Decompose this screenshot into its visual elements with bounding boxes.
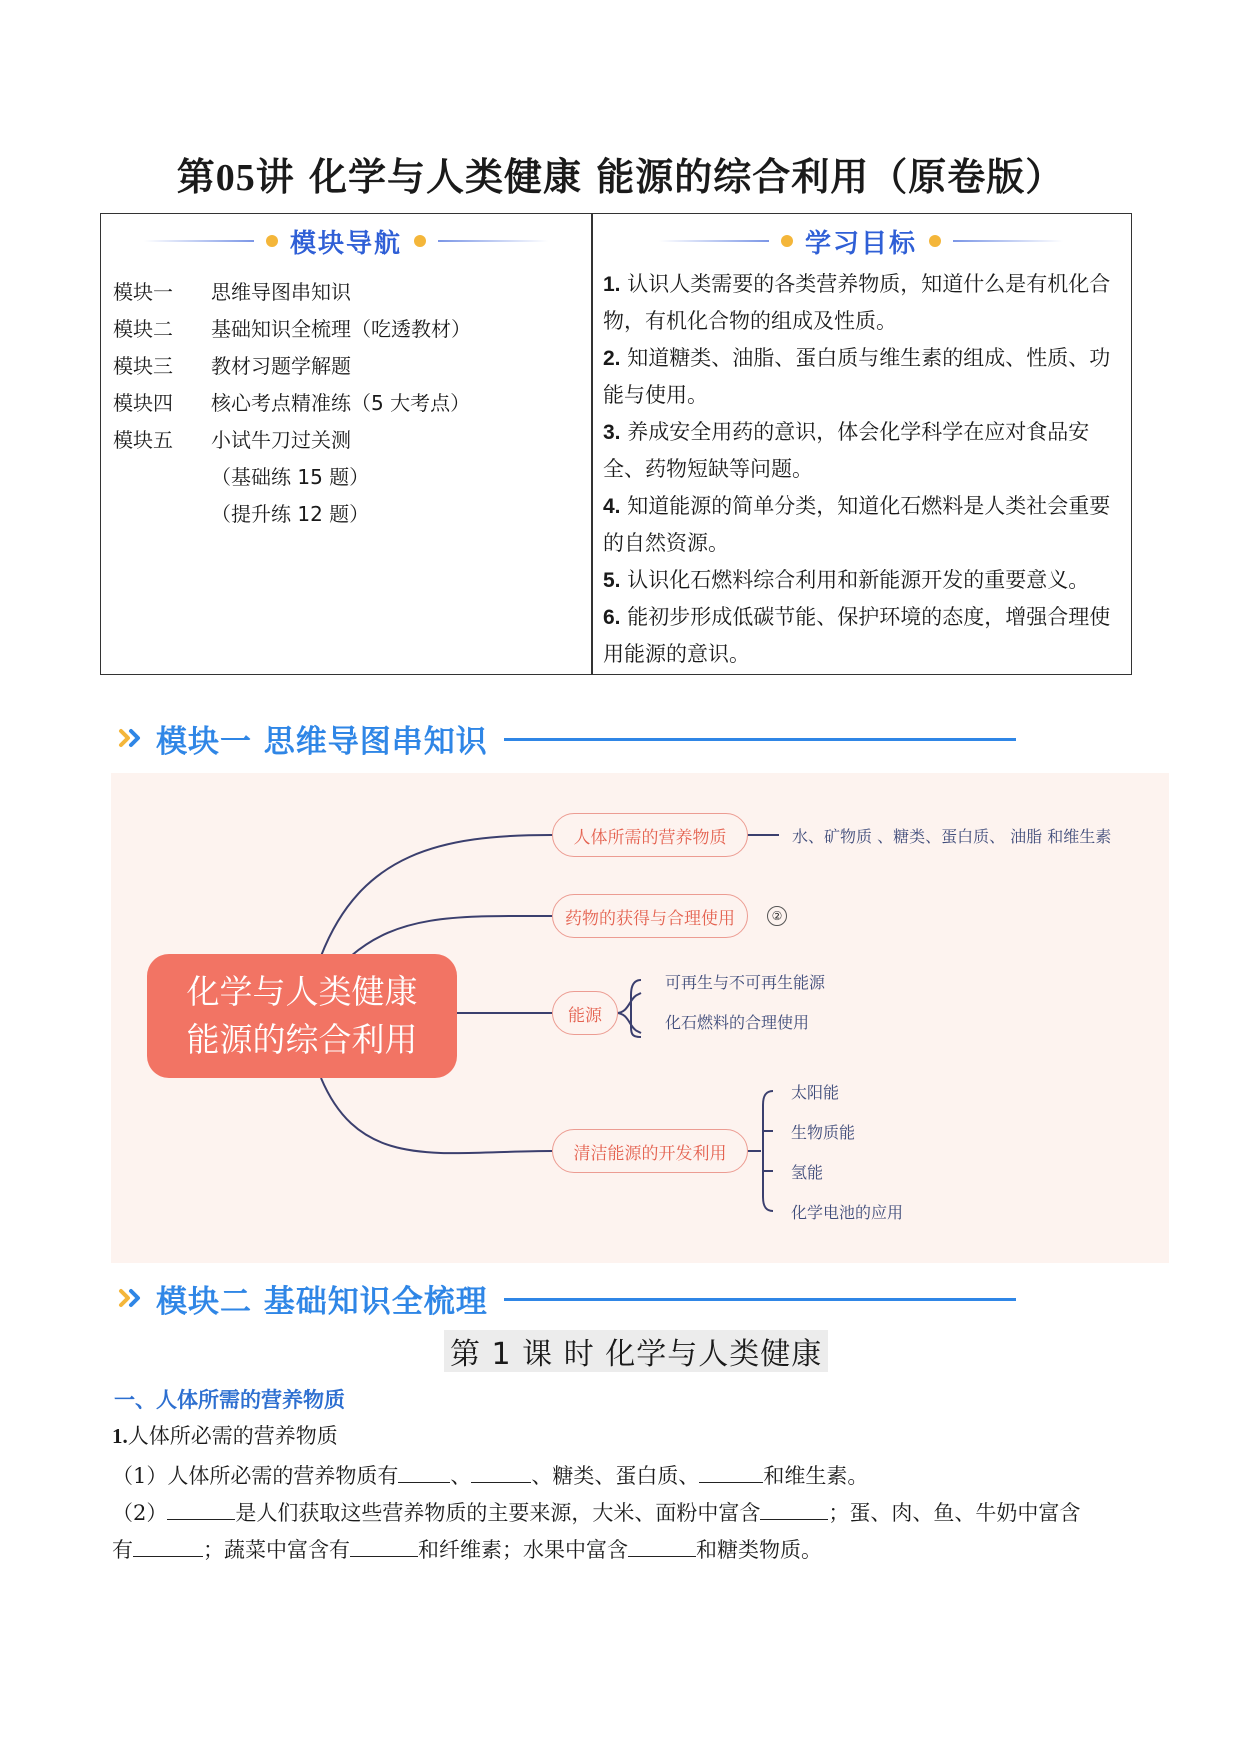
module-key: 模块二 <box>113 317 173 341</box>
text-run: （2） <box>112 1501 168 1525</box>
module-row <box>113 309 471 346</box>
node-clean-energy: 清洁能源的开发利用 <box>552 1129 748 1173</box>
leaf-energy-fossil: 化石燃料的合理使用 <box>665 1013 810 1032</box>
leaf-solar: 太阳能 <box>791 1083 840 1102</box>
fill-blank[interactable] <box>699 1460 763 1483</box>
goal-num: 1. <box>603 273 621 296</box>
heading-dot-right <box>929 235 941 247</box>
mindmap-center <box>147 954 457 1078</box>
paragraph-2 <box>112 1497 1132 1528</box>
circled-two-marker: ② <box>767 906 787 926</box>
double-chevron-icon <box>118 723 148 753</box>
module-key: 模块三 <box>113 354 173 378</box>
center-line-2: 能源的综合利用 <box>186 1020 418 1059</box>
module-text: 核心考点精准练（5 大考点） <box>211 391 471 415</box>
module-row <box>113 272 471 309</box>
fill-blank[interactable] <box>398 1460 450 1483</box>
module-sub-advanced: （提升练 12 题） <box>211 502 370 526</box>
text-run: 是人们获取这些营养物质的主要来源，大米、面粉中富含 <box>235 1501 761 1525</box>
leaf-battery: 化学电池的应用 <box>791 1203 904 1222</box>
mindmap <box>111 773 1169 1263</box>
goal-text: 养成安全用药的意识，体会化学科学在应对食品安全、药物短缺等问题。 <box>603 420 1090 481</box>
goal-item <box>603 340 1123 414</box>
heading-line-left <box>659 240 769 242</box>
nav-heading-label: 模块导航 <box>289 228 402 259</box>
goal-num: 3. <box>603 421 621 444</box>
heading-line-left <box>144 240 254 242</box>
nav-heading <box>121 222 571 260</box>
paragraph-3 <box>112 1534 1132 1565</box>
item-number: 1. <box>112 1424 128 1448</box>
section-title: 一、人体所需的营养物质 <box>114 1388 345 1412</box>
goal-text: 认识人类需要的各类营养物质，知道什么是有机化合物，有机化合物的组成及性质。 <box>603 272 1111 333</box>
heading-line-right <box>953 240 1063 242</box>
module-key: 模块四 <box>113 391 173 415</box>
fill-blank[interactable] <box>760 1497 828 1520</box>
fill-blank[interactable] <box>167 1497 235 1520</box>
center-line-1: 化学与人类健康 <box>186 972 418 1011</box>
goal-item <box>603 266 1123 340</box>
module-text: 基础知识全梳理（吃透教材） <box>211 317 471 341</box>
module-sub-basic: （基础练 15 题） <box>211 465 370 489</box>
module-text: 小试牛刀过关测 <box>211 428 351 452</box>
heading-dot-right <box>414 235 426 247</box>
module1-title: 模块一 思维导图串知识 <box>156 723 488 760</box>
goal-num: 2. <box>603 347 621 370</box>
goals-list <box>603 266 1123 673</box>
fill-blank[interactable] <box>350 1534 418 1557</box>
title-number: 05 <box>215 157 256 199</box>
goal-text: 知道能源的简单分类，知道化石燃料是人类社会重要的自然资源。 <box>603 494 1111 555</box>
goal-item <box>603 562 1123 599</box>
title-prefix: 第 <box>176 154 216 199</box>
goal-text: 知道糖类、油脂、蛋白质与维生素的组成、性质、功能与使用。 <box>603 346 1111 407</box>
goals-heading-label: 学习目标 <box>804 228 917 259</box>
goal-text: 认识化石燃料综合利用和新能源开发的重要意义。 <box>627 568 1090 592</box>
leaf-nutrients: 水、矿物质 、糖类、蛋白质、 油脂 和维生素 <box>792 827 1112 846</box>
page-title <box>0 146 1241 201</box>
text-run: ；蔬菜中富含有 <box>203 1538 350 1562</box>
banner-rule <box>504 1298 1016 1301</box>
table-divider <box>591 214 593 674</box>
goal-text: 能初步形成低碳节能、保护环境的态度，增强合理使用能源的意识。 <box>603 605 1111 666</box>
text-run: 有 <box>112 1538 133 1562</box>
module-text: 教材习题学解题 <box>211 354 351 378</box>
title-rest: 讲 化学与人类健康 能源的综合利用（原卷版） <box>255 154 1065 199</box>
fill-blank[interactable] <box>628 1534 696 1557</box>
module1-banner <box>118 716 1018 760</box>
node-drugs: 药物的获得与合理使用 <box>552 894 748 938</box>
goal-item <box>603 414 1123 488</box>
heading-line-right <box>438 240 548 242</box>
fill-blank[interactable] <box>471 1460 531 1483</box>
leaf-biomass: 生物质能 <box>791 1123 856 1142</box>
text-run: 、糖类、蛋白质、 <box>531 1464 700 1488</box>
module-text: 思维导图串知识 <box>211 280 351 304</box>
module-row <box>113 346 471 383</box>
paragraph-1 <box>112 1460 1132 1491</box>
module-row <box>113 383 471 420</box>
goal-item <box>603 599 1123 673</box>
leaf-hydrogen: 氢能 <box>791 1163 824 1182</box>
fill-blank[interactable] <box>133 1534 203 1557</box>
node-energy: 能源 <box>552 991 618 1035</box>
overview-table <box>100 213 1132 675</box>
node-nutrients: 人体所需的营养物质 <box>552 813 748 857</box>
module2-banner <box>118 1276 1018 1320</box>
heading-dot-left <box>781 235 793 247</box>
lesson-title: 第 1 课 时 化学与人类健康 <box>444 1330 828 1372</box>
double-chevron-icon <box>118 1283 148 1313</box>
module-key: 模块五 <box>113 428 173 452</box>
module-key: 模块一 <box>113 280 173 304</box>
goal-item <box>603 488 1123 562</box>
item-title: 人体所必需的营养物质 <box>127 1424 338 1448</box>
goal-num: 6. <box>603 606 621 629</box>
text-run: 、 <box>450 1464 472 1488</box>
heading-dot-left <box>266 235 278 247</box>
text-run: 和维生素。 <box>763 1464 869 1488</box>
text-run: （1）人体所必需的营养物质有 <box>112 1464 399 1488</box>
module-list <box>113 272 471 531</box>
module2-title: 模块二 基础知识全梳理 <box>156 1283 488 1320</box>
text-run: 和纤维素；水果中富含 <box>418 1538 628 1562</box>
goal-num: 4. <box>603 495 621 518</box>
item-heading <box>112 1421 1132 1451</box>
goals-heading <box>641 222 1081 260</box>
banner-rule <box>504 738 1016 741</box>
goal-num: 5. <box>603 569 621 592</box>
text-run: ；蛋、肉、鱼、牛奶中富含 <box>828 1501 1081 1525</box>
text-run: 和糖类物质。 <box>696 1538 822 1562</box>
leaf-energy-renewable: 可再生与不可再生能源 <box>665 973 826 992</box>
module-row <box>113 420 471 457</box>
